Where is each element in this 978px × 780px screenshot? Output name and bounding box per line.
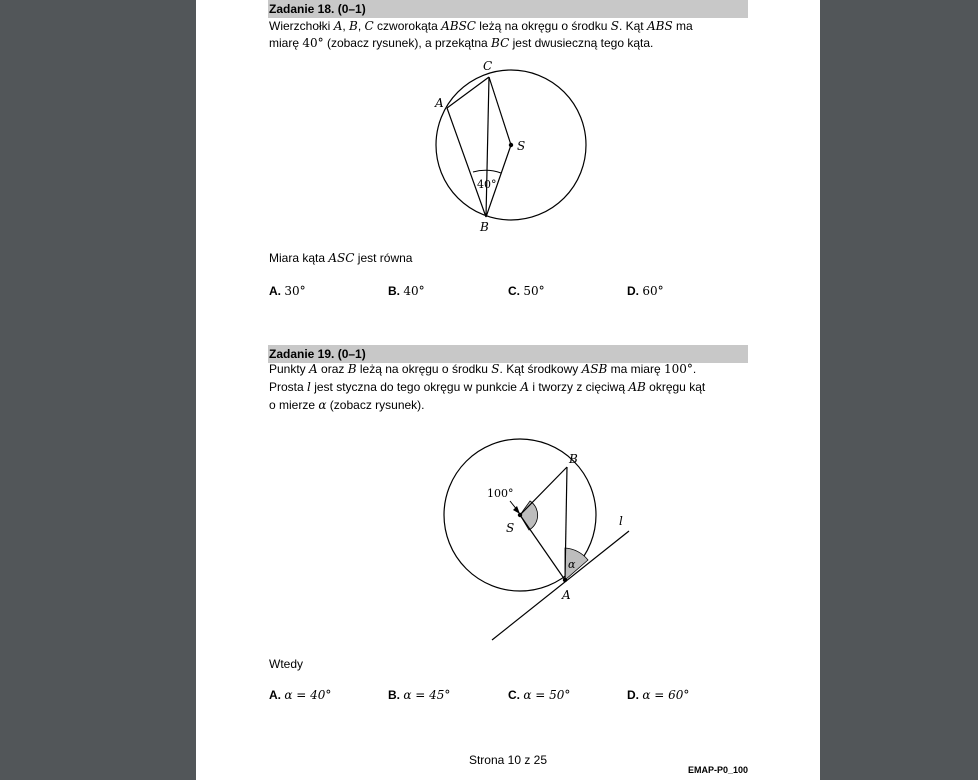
point-s	[518, 513, 522, 517]
label-a: A	[562, 588, 571, 602]
label-s: S	[517, 139, 526, 153]
task-19-answer-a[interactable]: A. α = 40°	[269, 688, 332, 702]
label-c: C	[483, 59, 493, 73]
exam-code: EMAP-P0_100	[687, 765, 748, 775]
point-a	[563, 578, 567, 582]
task-18-answer-c[interactable]: C. 50°	[508, 284, 545, 298]
task-19-figure	[196, 0, 820, 660]
task-18-text-line-1: Wierzchołki A, B, C czworokąta ABSC leżą na okręgu o środku S. Kąt ABS ma	[269, 19, 693, 33]
angle-40-label: 40°	[477, 178, 497, 191]
task-19-header: Zadanie 19. (0–1)	[268, 345, 748, 363]
task-19-text-line-1: Punkty A oraz B leżą na okręgu o środku S. Kąt środkowy ASB ma miarę 100°.	[269, 362, 697, 376]
task-18-text-line-2: miarę 40° (zobacz rysunek), a przekątna BC jest dwusieczną tego kąta.	[269, 36, 654, 50]
task-18-question: Miara kąta ASC jest równa	[269, 251, 413, 265]
page-number: Strona 10 z 25	[468, 753, 548, 767]
task-19-text-line-3: o mierze α (zobacz rysunek).	[269, 398, 425, 412]
angle-pointer-arrowhead	[513, 506, 520, 514]
angle-100-label: 100°	[487, 487, 514, 500]
task-19-answer-d[interactable]: D. α = 60°	[627, 688, 690, 702]
label-l: l	[619, 514, 623, 528]
task-18-header: Zadanie 18. (0–1)	[268, 0, 748, 18]
segment-sb	[520, 467, 567, 515]
document-page	[196, 0, 820, 780]
alpha-label: α	[568, 558, 576, 571]
task-19-question: Wtedy	[269, 657, 304, 671]
label-a: A	[435, 96, 444, 110]
tangent-line-l	[492, 531, 629, 640]
task-18-answer-d[interactable]: D. 60°	[627, 284, 664, 298]
segment-sa	[520, 515, 565, 580]
task-19-answer-b[interactable]: B. α = 45°	[388, 688, 451, 702]
label-s: S	[506, 521, 515, 535]
label-b: B	[480, 220, 489, 234]
task-18-answer-a[interactable]: A. 30°	[269, 284, 306, 298]
task-19-text-line-2: Prosta l jest styczna do tego okręgu w punkcie A i tworzy z cięciwą AB okręgu kąt	[269, 380, 706, 394]
task-19-answer-c[interactable]: C. α = 50°	[508, 688, 571, 702]
label-b: B	[569, 452, 578, 466]
task-18-answer-b[interactable]: B. 40°	[388, 284, 425, 298]
